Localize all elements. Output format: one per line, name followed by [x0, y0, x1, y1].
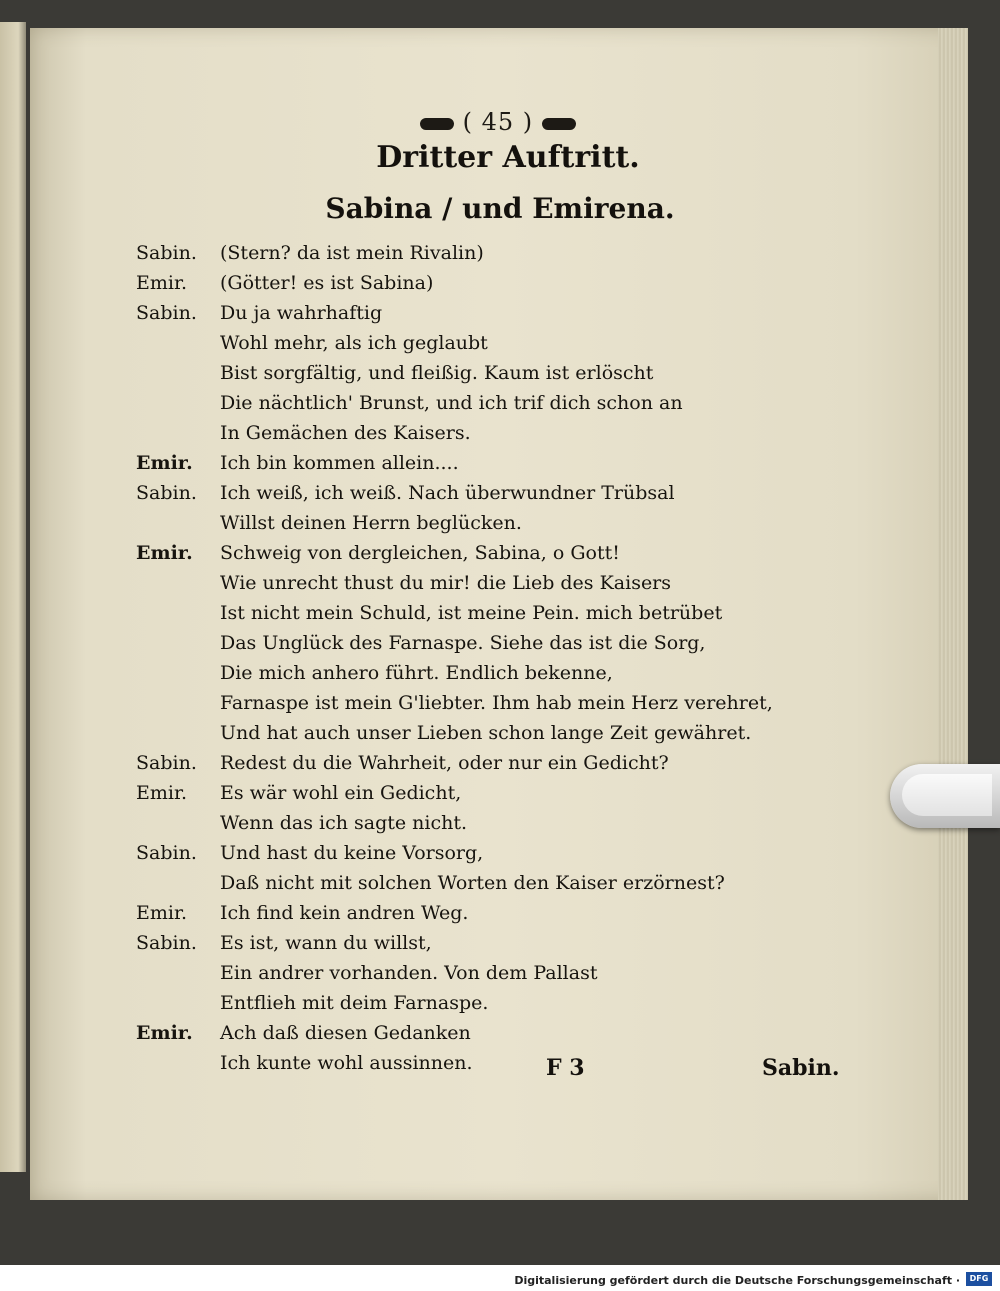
- line-text: Ich bin kommen allein....: [220, 452, 459, 474]
- speaker-name: Sabin.: [136, 302, 197, 324]
- line-text: Wenn das ich sagte nicht.: [220, 812, 468, 834]
- line-text: Ist nicht mein Schuld, ist meine Pein. mich betrübet: [220, 602, 723, 624]
- dialogue-line: [136, 568, 836, 598]
- line-text: Ein andrer vorhanden. Von dem Pallast: [220, 962, 598, 984]
- dialogue-line: [136, 238, 836, 268]
- dialogue-line: [136, 868, 836, 898]
- line-text: Wie unrecht thust du mir! die Lieb des Kaisers: [220, 572, 672, 594]
- dialogue-line: [136, 268, 836, 298]
- dialogue: [136, 238, 836, 1078]
- dialogue-line: [136, 808, 836, 838]
- line-text: Es wär wohl ein Gedicht,: [220, 782, 462, 804]
- line-text: Ach daß diesen Gedanken: [220, 1022, 471, 1044]
- line-text: Die nächtlich' Brunst, und ich trif dich schon an: [220, 392, 683, 414]
- page-header: [420, 108, 576, 136]
- scene-title: Dritter Auftritt.: [376, 140, 640, 175]
- dialogue-line: [136, 1018, 836, 1048]
- dialogue-line: [136, 928, 836, 958]
- ornament-left-icon: [420, 118, 454, 130]
- line-text: Wohl mehr, als ich geglaubt: [220, 332, 488, 354]
- dialogue-line: [136, 538, 836, 568]
- dialogue-line: [136, 298, 836, 328]
- speaker-name: Sabin.: [136, 482, 197, 504]
- speaker-name: Sabin.: [136, 752, 197, 774]
- signature-mark: F 3: [546, 1055, 585, 1081]
- speaker-name: Emir.: [136, 452, 193, 474]
- line-text: Schweig von dergleichen, Sabina, o Gott!: [220, 542, 620, 564]
- page-number: ( 45 ): [462, 108, 534, 136]
- line-text: Farnaspe ist mein G'liebter. Ihm hab mein Herz verehret,: [220, 692, 773, 714]
- line-text: (Stern? da ist mein Rivalin): [220, 242, 484, 264]
- line-text: Es ist, wann du willst,: [220, 932, 432, 954]
- line-text: Willst deinen Herrn beglücken.: [220, 512, 522, 534]
- dialogue-line: [136, 598, 836, 628]
- speaker-name: Emir.: [136, 542, 193, 564]
- line-text: Ich find kein andren Weg.: [220, 902, 469, 924]
- ornament-right-icon: [542, 118, 576, 130]
- speaker-name: Emir.: [136, 272, 187, 294]
- speaker-name: Emir.: [136, 782, 187, 804]
- speaker-name: Emir.: [136, 1022, 193, 1044]
- dialogue-line: [136, 748, 836, 778]
- dialogue-line: [136, 988, 836, 1018]
- dfg-logo-icon: DFG: [966, 1272, 992, 1286]
- dialogue-line: [136, 508, 836, 538]
- page-clip: [890, 764, 1000, 828]
- line-text: Entflieh mit deim Farnaspe.: [220, 992, 489, 1014]
- dialogue-line: [136, 418, 836, 448]
- line-text: Die mich anhero führt. Endlich bekenne,: [220, 662, 613, 684]
- dialogue-line: [136, 958, 836, 988]
- line-text: Ich kunte wohl aussinnen.: [220, 1052, 473, 1074]
- dialogue-line: [136, 388, 836, 418]
- speaker-name: Sabin.: [136, 932, 197, 954]
- dialogue-line: [136, 628, 836, 658]
- line-text: Und hat auch unser Lieben schon lange Zeit gewähret.: [220, 722, 752, 744]
- line-text: Du ja wahrhaftig: [220, 302, 383, 324]
- dialogue-line: [136, 778, 836, 808]
- dialogue-line: [136, 688, 836, 718]
- speaker-name: Sabin.: [136, 842, 197, 864]
- line-text: In Gemächen des Kaisers.: [220, 422, 471, 444]
- credit-bar: [0, 1265, 1000, 1291]
- line-text: Das Unglück des Farnaspe. Siehe das ist die Sorg,: [220, 632, 706, 654]
- dialogue-line: [136, 658, 836, 688]
- line-text: Daß nicht mit solchen Worten den Kaiser erzörnest?: [220, 872, 725, 894]
- dialogue-line: [136, 358, 836, 388]
- dialogue-line: [136, 448, 836, 478]
- line-text: Ich weiß, ich weiß. Nach überwundner Trübsal: [220, 482, 675, 504]
- line-text: Redest du die Wahrheit, oder nur ein Gedicht?: [220, 752, 669, 774]
- line-text: Bist sorgfältig, und fleißig. Kaum ist erlöscht: [220, 362, 654, 384]
- credit-text: Digitalisierung gefördert durch die Deutsche Forschungsgemeinschaft ·: [514, 1274, 960, 1287]
- line-text: Und hast du keine Vorsorg,: [220, 842, 484, 864]
- dialogue-line: [136, 838, 836, 868]
- dialogue-line: [136, 898, 836, 928]
- dialogue-line: [136, 478, 836, 508]
- speaker-name: Sabin.: [136, 242, 197, 264]
- dialogue-line: [136, 718, 836, 748]
- dialogue-line: [136, 328, 836, 358]
- speaker-name: Emir.: [136, 902, 187, 924]
- line-text: (Götter! es ist Sabina): [220, 272, 434, 294]
- catchword: Sabin.: [762, 1055, 840, 1081]
- characters-heading: Sabina / und Emirena.: [325, 192, 675, 225]
- dialogue-line: [136, 1048, 836, 1078]
